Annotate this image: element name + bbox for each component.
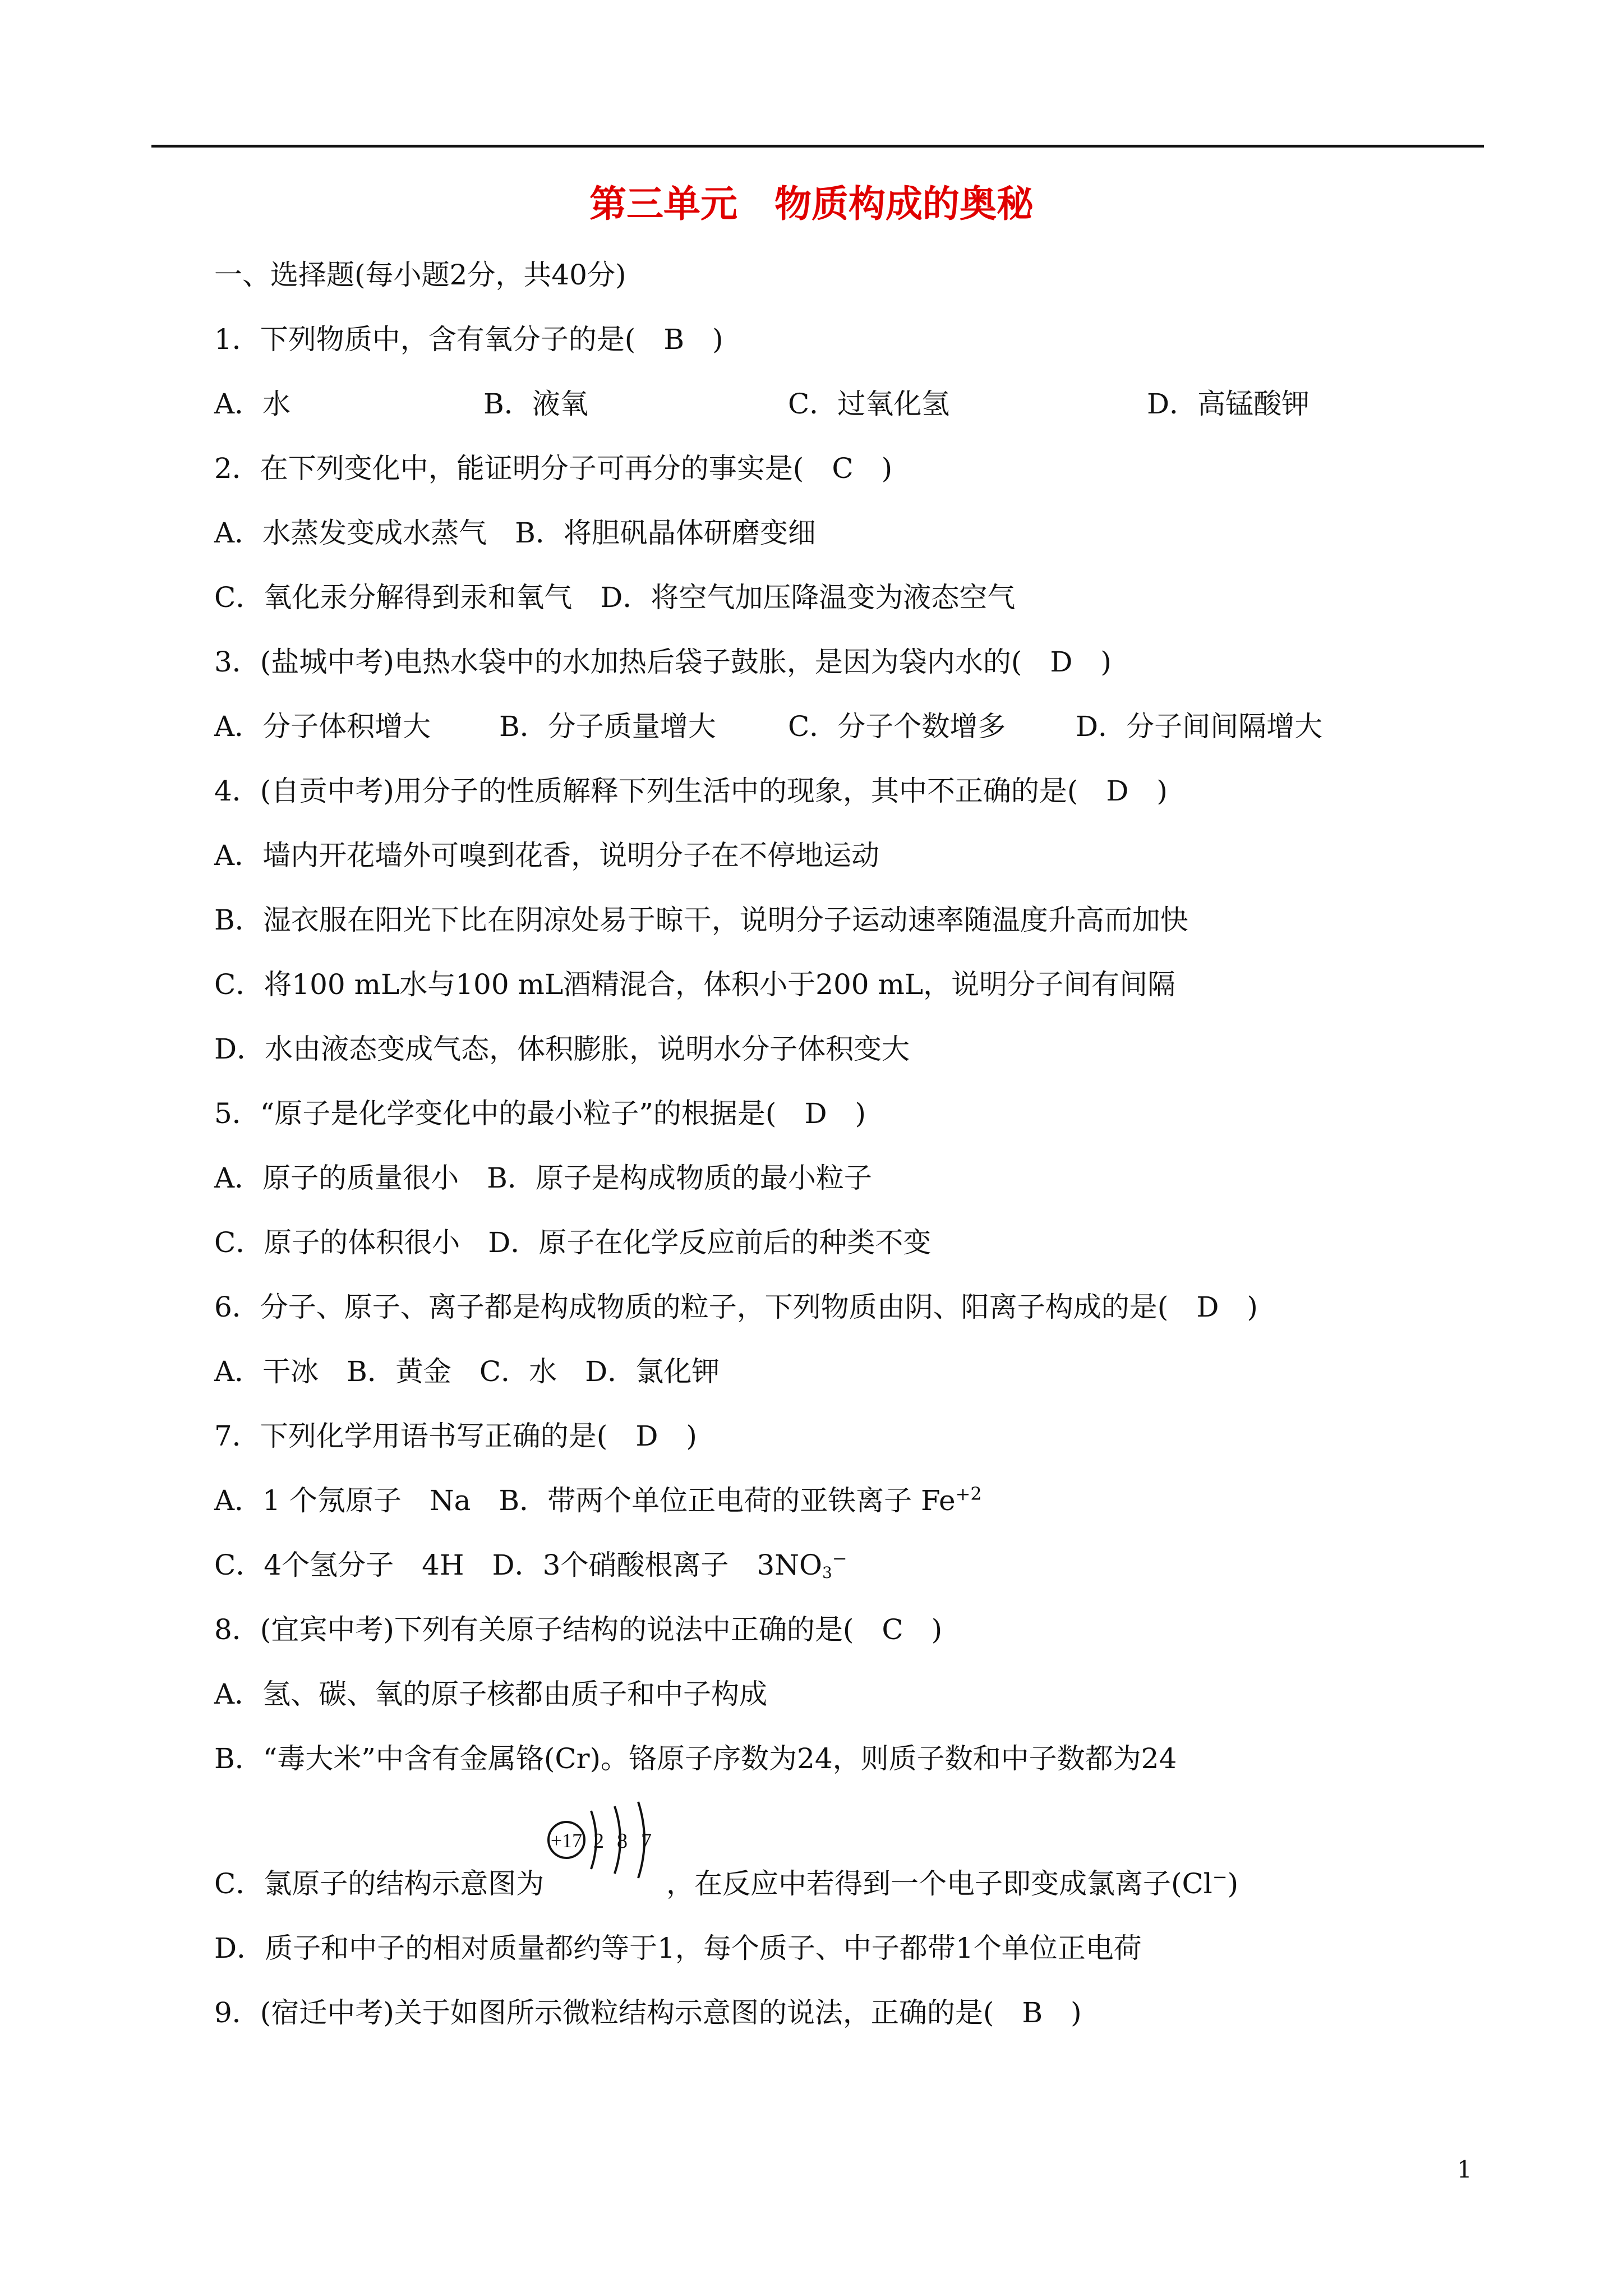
q3-option-c: C．分子个数增多 [788, 710, 1006, 743]
shell-electron-count: 2 [593, 1829, 604, 1853]
q2-options-cd: C．氧化汞分解得到汞和氧气 D．将空气加压降温变为液态空气 [214, 581, 1016, 614]
q8-option-b: B．“毒大米”中含有金属铬(Cr)。铬原子序数为24，则质子数和中子数都为24 [214, 1742, 1177, 1775]
q4-option-a: A．墙内开花墙外可嗅到花香，说明分子在不停地运动 [214, 839, 880, 872]
section-heading: 一、选择题(每小题2分，共40分) [214, 259, 626, 291]
page-number: 1 [1457, 2156, 1472, 2183]
charge-superscript: − [1212, 1866, 1228, 1888]
q7-options-cd: C．4个氢分子 4H D．3个硝酸根离子 $3NO_3^-$ [214, 1548, 847, 1582]
header-rule [151, 145, 1484, 148]
question-5: 5．“原子是化学变化中的最小粒子”的根据是( D ) [214, 1097, 866, 1130]
charge-superscript: − [832, 1548, 847, 1569]
q5-options-ab: A．原子的质量很小 B．原子是构成物质的最小粒子 [214, 1162, 872, 1194]
q8-option-a: A．氢、碳、氧的原子核都由质子和中子构成 [214, 1678, 768, 1710]
shell-electron-count: 7 [641, 1829, 652, 1853]
q5-options-cd: C．原子的体积很小 D．原子在化学反应前后的种类不变 [214, 1226, 932, 1259]
q4-option-c: C．将100 mL水与100 mL酒精混合，体积小于200 mL，说明分子间有间隔 [214, 968, 1176, 1001]
q1-option-d: D．高锰酸钾 [1147, 388, 1310, 420]
shell-electron-count: 8 [617, 1829, 628, 1853]
q6-options: A．干冰 B．黄金 C．水 D．氯化钾 [214, 1355, 720, 1388]
question-4: 4．(自贡中考)用分子的性质解释下列生活中的现象，其中不正确的是( D ) [214, 775, 1168, 807]
formula-subscript: 3 [822, 1563, 832, 1582]
q1-option-b: B．液氧 [483, 388, 588, 420]
q4-option-b: B．湿衣服在阳光下比在阴凉处易于晾干，说明分子运动速率随温度升高而加快 [214, 904, 1188, 936]
q3-option-d: D．分子间间隔增大 [1076, 710, 1323, 743]
charge-superscript: +2 [955, 1483, 982, 1504]
question-8: 8．(宜宾中考)下列有关原子结构的说法中正确的是( C ) [214, 1613, 943, 1646]
question-3: 3．(盐城中考)电热水袋中的水加热后袋子鼓胀，是因为袋内水的( D ) [214, 646, 1112, 678]
nucleus-charge: +17 [550, 1829, 583, 1852]
q4-option-d: D．水由液态变成气态，体积膨胀，说明水分子体积变大 [214, 1033, 910, 1065]
chlorine-atom-diagram [538, 1784, 673, 1896]
q7-options-ab: A．1 个氖原子 Na B．带两个单位正电荷的亚铁离子 $Fe^{+2}$ [214, 1483, 982, 1517]
question-2: 2．在下列变化中，能证明分子可再分的事实是( C ) [214, 452, 893, 485]
q8-option-c-lead: C．氯原子的结构示意图为 [214, 1867, 545, 1900]
question-1: 1．下列物质中，含有氧分子的是( B ) [214, 323, 723, 356]
question-7: 7．下列化学用语书写正确的是( D ) [214, 1420, 697, 1452]
q1-option-c: C．过氧化氢 [788, 388, 950, 420]
q8-option-d: D．质子和中子的相对质量都约等于1，每个质子、中子都带1个单位正电荷 [214, 1932, 1142, 1964]
question-6: 6．分子、原子、离子都是构成物质的粒子，下列物质由阴、阳离子构成的是( D ) [214, 1291, 1258, 1323]
q8-option-c-tail: ，在反应中若得到一个电子即变成氯离子(Cl−) [666, 1866, 1239, 1900]
q3-option-a: A．分子体积增大 [214, 710, 431, 743]
q1-option-a: A．水 [214, 388, 291, 420]
question-9: 9．(宿迁中考)关于如图所示微粒结构示意图的说法，正确的是( B ) [214, 1996, 1082, 2029]
page-title: 第三单元 物质构成的奥秘 [589, 182, 1034, 226]
q3-option-b: B．分子质量增大 [499, 710, 716, 743]
q2-options-ab: A．水蒸发变成水蒸气 B．将胆矾晶体研磨变细 [214, 517, 816, 549]
